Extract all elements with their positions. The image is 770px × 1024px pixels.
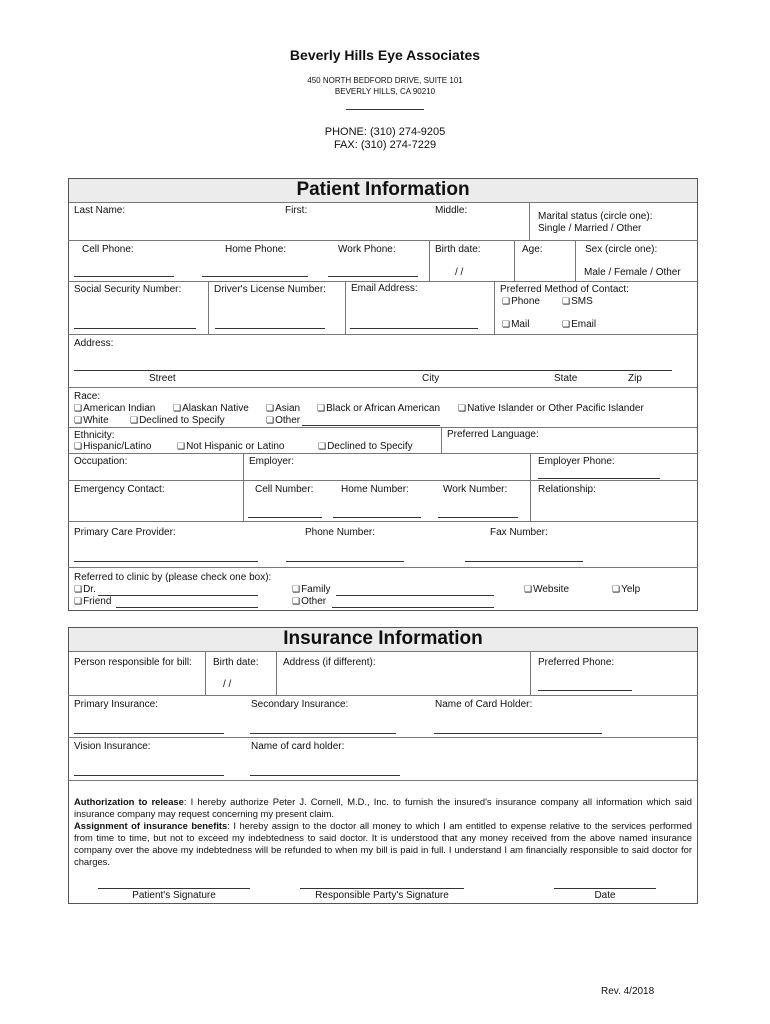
address-different-label: Address (if different):	[283, 657, 376, 668]
patient-signature-field[interactable]	[98, 888, 250, 889]
referred-family-checkbox[interactable]: ❏ Family	[292, 584, 331, 595]
primary-insurance-label: Primary Insurance:	[74, 699, 158, 710]
relationship-label: Relationship:	[538, 484, 596, 495]
authorization-text: : I hereby authorize Peter J. Cornell, M.D., Inc. to furnish the insured's insurance company all information which said insurance company may request concerning my present claim.	[74, 796, 692, 819]
insurance-birth-date-field[interactable]: / /	[223, 679, 232, 690]
referred-other-field[interactable]	[332, 607, 494, 608]
sex-label: Sex (circle one):	[585, 244, 658, 255]
race-declined-checkbox[interactable]: ❏ Declined to Specify	[130, 415, 225, 426]
race-other-field[interactable]	[302, 425, 440, 426]
revision-label: Rev. 4/2018	[601, 986, 655, 997]
header-divider	[346, 109, 424, 110]
phone-number: PHONE: (310) 274-9205	[324, 126, 446, 138]
email-field[interactable]	[350, 328, 478, 329]
divider	[345, 281, 346, 335]
zip-label: Zip	[628, 373, 642, 384]
race-black-checkbox[interactable]: ❏ Black or African American	[317, 403, 440, 414]
email-label: Email Address:	[351, 283, 418, 294]
race-white-checkbox[interactable]: ❏ White	[74, 415, 109, 426]
divider	[441, 427, 442, 453]
drivers-license-field[interactable]	[215, 328, 325, 329]
city-label: City	[422, 373, 440, 384]
birth-date-label: Birth date:	[435, 244, 481, 255]
ethnicity-hispanic-checkbox[interactable]: ❏ Hispanic/Latino	[74, 441, 151, 452]
referred-friend-checkbox[interactable]: ❏ Friend	[74, 596, 111, 607]
divider	[68, 780, 698, 781]
pcp-fax-field[interactable]	[465, 561, 583, 562]
referred-friend-field[interactable]	[116, 607, 258, 608]
race-native-islander-checkbox[interactable]: ❏ Native Islander or Other Pacific Islander	[458, 403, 644, 414]
race-label: Race:	[74, 391, 101, 402]
card-holder-field[interactable]	[434, 733, 602, 734]
patient-signature-label: Patient's Signature	[132, 890, 216, 901]
middle-name-label: Middle:	[435, 205, 468, 216]
primary-insurance-field[interactable]	[74, 733, 224, 734]
contact-mail-checkbox[interactable]: ❏ Mail	[502, 319, 529, 330]
work-phone-label: Work Phone:	[338, 244, 396, 255]
sex-options[interactable]: Male / Female / Other	[584, 267, 681, 278]
work-number-field[interactable]	[438, 517, 518, 518]
preferred-language-label: Preferred Language:	[447, 429, 539, 440]
divider	[68, 567, 698, 568]
birth-date-field[interactable]: / /	[455, 267, 464, 278]
responsible-signature-field[interactable]	[300, 888, 464, 889]
divider	[68, 240, 698, 241]
vision-insurance-field[interactable]	[74, 775, 224, 776]
person-responsible-label: Person responsible for bill:	[74, 657, 192, 668]
ssn-field[interactable]	[74, 328, 196, 329]
divider	[208, 281, 209, 335]
date-field[interactable]	[554, 888, 656, 889]
address-field[interactable]	[74, 370, 672, 371]
assignment-text: : I hereby assign to the doctor all money to which I am entitled to expense relative to the services performed from time to time, but not to exceed my indebtedness to said doctor. It is understood that any money received from the above named insurance company over the above my indebtedness will be refunded to when my bill is paid in full. I understand I am financially responsible to said doctor for charges.	[74, 820, 692, 867]
divider	[68, 334, 698, 335]
home-number-label: Home Number:	[341, 484, 409, 495]
race-alaskan-native-checkbox[interactable]: ❏ Alaskan Native	[173, 403, 249, 414]
authorization-heading: Authorization to release	[74, 796, 184, 807]
divider	[68, 387, 698, 388]
referred-other-checkbox[interactable]: ❏ Other	[292, 596, 326, 607]
race-other-checkbox[interactable]: ❏ Other	[266, 415, 300, 426]
address-line-1: 450 NORTH BEDFORD DRIVE, SUITE 101	[307, 76, 463, 85]
divider	[68, 281, 698, 282]
insurance-birth-date-label: Birth date:	[213, 657, 259, 668]
address-label: Address:	[74, 338, 114, 349]
cell-number-field[interactable]	[248, 517, 322, 518]
referred-family-field[interactable]	[336, 595, 494, 596]
secondary-insurance-label: Secondary Insurance:	[251, 699, 349, 710]
referred-dr-checkbox[interactable]: ❏ Dr.	[74, 584, 96, 595]
referred-dr-field[interactable]	[98, 595, 258, 596]
address-line-2: BEVERLY HILLS, CA 90210	[334, 87, 436, 96]
divider	[68, 521, 698, 522]
phone-number-label: Phone Number:	[305, 527, 376, 538]
marital-status-label: Marital status (circle one):	[538, 211, 653, 222]
fax-number-label: Fax Number:	[490, 527, 548, 538]
employer-phone-field[interactable]	[538, 478, 660, 479]
fax-number: FAX: (310) 274-7229	[333, 139, 437, 151]
card-holder-label: Name of Card Holder:	[435, 699, 533, 710]
age-label: Age:	[522, 244, 543, 255]
contact-sms-checkbox[interactable]: ❏ SMS	[562, 296, 593, 307]
date-label: Date	[594, 890, 616, 901]
race-american-indian-checkbox[interactable]: ❏ American Indian	[74, 403, 155, 414]
cell-number-label: Cell Number:	[255, 484, 314, 495]
divider	[68, 737, 698, 738]
divider	[529, 202, 530, 241]
cell-phone-label: Cell Phone:	[82, 244, 134, 255]
vision-insurance-label: Vision Insurance:	[74, 741, 151, 752]
pcp-phone-field[interactable]	[286, 561, 404, 562]
secondary-insurance-field[interactable]	[250, 733, 396, 734]
ethnicity-declined-checkbox[interactable]: ❏ Declined to Specify	[318, 441, 413, 452]
work-phone-field[interactable]	[328, 276, 418, 277]
primary-care-label: Primary Care Provider:	[74, 527, 176, 538]
preferred-phone-field[interactable]	[538, 690, 632, 691]
clinic-name: Beverly Hills Eye Associates	[289, 47, 481, 63]
ethnicity-label: Ethnicity:	[74, 430, 115, 441]
divider	[276, 651, 277, 696]
home-phone-field[interactable]	[202, 276, 308, 277]
referred-website-checkbox[interactable]: ❏ Website	[524, 584, 569, 595]
vision-card-holder-field[interactable]	[250, 775, 400, 776]
first-name-label: First:	[285, 205, 308, 216]
race-asian-checkbox[interactable]: ❏ Asian	[266, 403, 300, 414]
divider	[68, 695, 698, 696]
patient-info-section	[68, 178, 698, 611]
state-label: State	[554, 373, 578, 384]
referred-yelp-checkbox[interactable]: ❏ Yelp	[612, 584, 640, 595]
home-phone-label: Home Phone:	[225, 244, 287, 255]
last-name-label: Last Name:	[74, 205, 126, 216]
divider	[494, 281, 495, 335]
assignment-paragraph	[74, 820, 692, 868]
responsible-signature-label: Responsible Party's Signature	[315, 890, 449, 901]
preferred-contact-label: Preferred Method of Contact:	[500, 284, 629, 295]
divider	[514, 240, 515, 282]
drivers-license-label: Driver's License Number:	[214, 284, 326, 295]
vision-card-holder-label: Name of card holder:	[251, 741, 345, 752]
divider	[68, 453, 698, 454]
emergency-contact-label: Emergency Contact:	[74, 484, 165, 495]
home-number-field[interactable]	[333, 517, 421, 518]
ssn-label: Social Security Number:	[74, 284, 182, 295]
employer-label: Employer:	[249, 456, 295, 467]
insurance-info-title: Insurance Information	[283, 628, 483, 649]
divider	[68, 427, 698, 428]
contact-phone-checkbox[interactable]: ❏ Phone	[502, 296, 540, 307]
primary-care-field[interactable]	[74, 561, 258, 562]
occupation-label: Occupation:	[74, 456, 128, 467]
work-number-label: Work Number:	[443, 484, 508, 495]
contact-email-checkbox[interactable]: ❏ Email	[562, 319, 596, 330]
divider	[243, 453, 244, 522]
referred-label: Referred to clinic by (please check one box):	[74, 572, 272, 583]
divider	[530, 651, 531, 696]
divider	[575, 240, 576, 282]
divider	[68, 480, 698, 481]
street-label: Street	[149, 373, 176, 384]
authorization-paragraph	[74, 796, 692, 820]
preferred-phone-label: Preferred Phone:	[538, 657, 615, 668]
ethnicity-not-hispanic-checkbox[interactable]: ❏ Not Hispanic or Latino	[177, 441, 284, 452]
divider	[530, 453, 531, 522]
divider	[429, 240, 430, 282]
divider	[205, 651, 206, 696]
marital-status-options[interactable]: Single / Married / Other	[538, 223, 642, 234]
patient-info-title: Patient Information	[296, 179, 470, 200]
assignment-heading: Assignment of insurance benefits	[74, 820, 228, 831]
cell-phone-field[interactable]	[74, 276, 174, 277]
employer-phone-label: Employer Phone:	[538, 456, 615, 467]
